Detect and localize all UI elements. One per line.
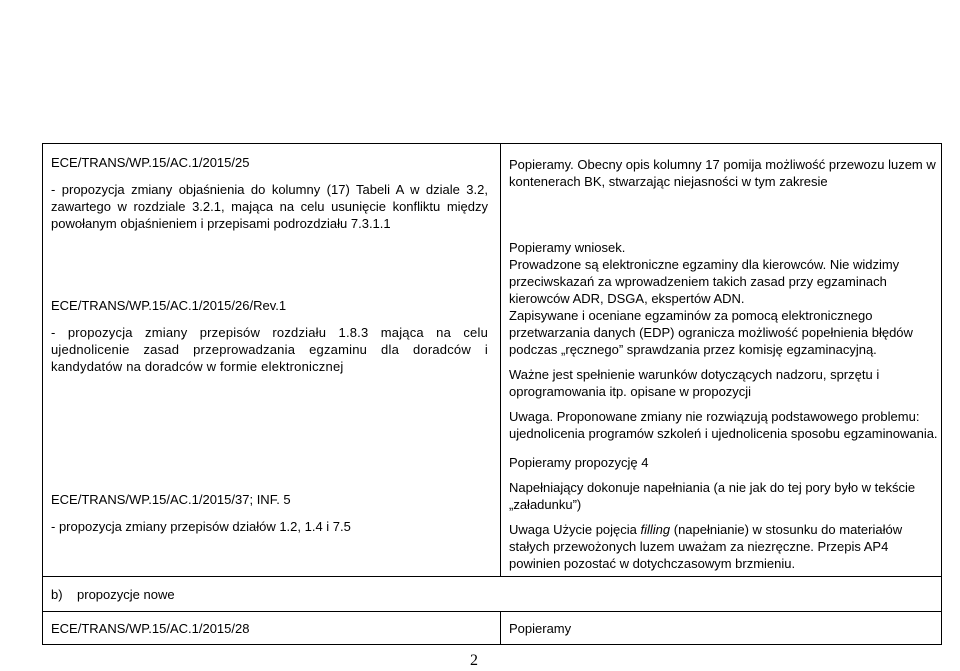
comment-text-part: (napełnianie) w stosunku do materiałów stałych przewożonych luzem uważam za niezręczne. Przepis AP4 powinien pozostać w dotychczasowym brzmieniu. <box>509 522 903 571</box>
document-reference: ECE/TRANS/WP.15/AC.1/2015/26/Rev.1 <box>51 298 287 313</box>
comment-text: Napełniający dokonuje napełniania (a nie jak do tej pory było w tekście „załadunku”) <box>509 480 916 512</box>
document-reference: ECE/TRANS/WP.15/AC.1/2015/25 <box>51 155 250 170</box>
page-number: 2 <box>470 652 478 669</box>
table-row-divider <box>42 611 942 612</box>
comment-text: Popieramy. Obecny opis kolumny 17 pomija możliwość przewozu luzem w kontenerach BK, stwarzając niejasności w tym zakresie <box>509 157 936 189</box>
table-border-top <box>42 143 942 144</box>
document-reference: ECE/TRANS/WP.15/AC.1/2015/28 <box>51 621 250 636</box>
proposal-description: - propozycja zmiany przepisów działów 1.2, 1.4 i 7.5 <box>51 519 351 534</box>
term-italic: filling <box>640 522 671 537</box>
table-border-bottom <box>42 644 942 645</box>
row1-right-cell <box>509 156 939 190</box>
table-column-divider <box>500 611 501 645</box>
row2-left-cell <box>51 297 488 375</box>
comment-text: Popieramy propozycję 4 <box>509 455 649 470</box>
table-border-left <box>42 143 43 645</box>
document-reference: ECE/TRANS/WP.15/AC.1/2015/37; INF. 5 <box>51 492 291 507</box>
proposal-description: - propozycja zmiany objaśnienia do kolumny (17) Tabeli A w dziale 3.2, zawartego w rozdziale 3.2.1, mająca na celu usunięcie konfliktu między powołanym objaśnieniem i przepisami podrozdziału 7.3.1.1 <box>51 182 488 231</box>
comment-text-part: Uwaga Użycie pojęcia <box>509 522 641 537</box>
comment-text: Popieramy <box>509 621 572 636</box>
comment-text: Ważne jest spełnienie warunków dotyczących nadzoru, sprzętu i oprogramowania itp. opisane w propozycji <box>509 367 880 399</box>
row5-right-cell <box>509 620 939 637</box>
comment-text: Zapisywane i oceniane egzaminów za pomocą elektronicznego przetwarzania danych (EDP) ogranicza możliwość popełnienia błędów podczas „ręcznego” sprawdzania przez komisję egzaminacyjną. <box>509 308 913 357</box>
comment-text <box>509 521 939 572</box>
table-border-right <box>941 143 942 645</box>
row1-left-cell <box>51 154 488 232</box>
comment-text: Uwaga. Proponowane zmiany nie rozwiązują podstawowego problemu: ujednolicenia programów szkoleń i ujednolicenia sposobu egzaminowania. <box>509 409 938 441</box>
row5-left-cell <box>51 620 488 637</box>
comment-text: Popieramy wniosek. <box>509 240 626 255</box>
comment-text: Prowadzone są elektroniczne egzaminy dla kierowców. Nie widzimy przeciwskazań za wprowadzeniem takich zasad przy egzaminach kierowców ADR, DSGA, ekspertów ADN. <box>509 257 900 306</box>
proposal-description: - propozycja zmiany przepisów rozdziału 1.8.3 mająca na celu ujednolicenie zasad przeprowadzania egzaminu dla doradców i kandydatów na doradców w formie elektronicznej <box>51 325 488 374</box>
section-heading-new-proposals <box>51 586 488 603</box>
row2-right-cell <box>509 239 939 442</box>
section-heading-text: b) propozycje nowe <box>51 587 175 602</box>
row3-right-cell <box>509 454 939 572</box>
table-column-divider <box>500 143 501 577</box>
table-row-divider <box>42 576 942 577</box>
row3-left-cell <box>51 491 488 535</box>
